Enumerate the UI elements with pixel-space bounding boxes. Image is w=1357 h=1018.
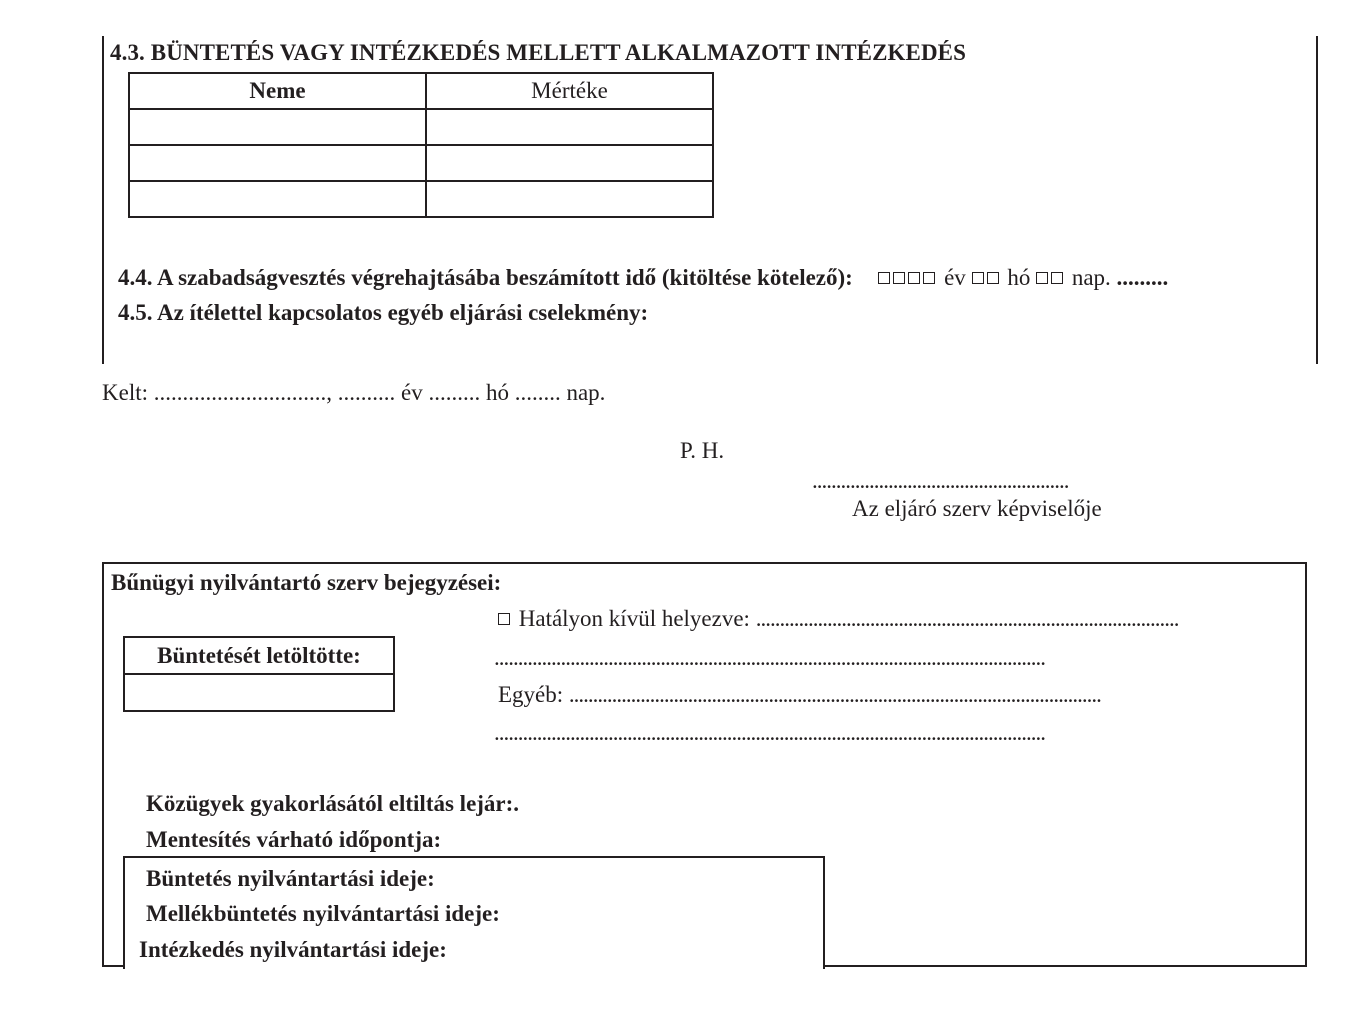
secondary-penalty-registration-label: Mellékbüntetés nyilvántartási ideje:: [146, 901, 500, 926]
year-unit: év: [944, 265, 966, 290]
stamp-placeholder: P. H.: [680, 438, 725, 463]
revoked-line: [498, 606, 1288, 632]
checkbox-icon[interactable]: [498, 613, 510, 625]
table-row: [129, 181, 713, 217]
column-header-neme: Neme: [129, 73, 426, 109]
table-cell[interactable]: [426, 109, 713, 145]
signature-caption: Az eljáró szerv képviselője: [852, 496, 1102, 521]
revoked-dots[interactable]: .........................................................................................: [755, 606, 1179, 631]
checkbox-icon: [972, 272, 984, 284]
table-cell[interactable]: [129, 181, 426, 217]
table-row: [129, 145, 713, 181]
checkbox-icon: [893, 272, 905, 284]
section-4-5-label: 4.5. Az ítélettel kapcsolatos egyéb eljárási cselekmény:: [118, 300, 649, 325]
table-cell[interactable]: [129, 145, 426, 181]
day-digit-boxes[interactable]: [1036, 265, 1066, 290]
other-label: Egyéb:: [498, 682, 564, 707]
year-digit-boxes[interactable]: [878, 265, 938, 290]
other-dots[interactable]: ................................................................................................................: [568, 682, 1101, 707]
measure-registration-label: Intézkedés nyilvántartási ideje:: [139, 937, 447, 962]
measure-table: [128, 72, 714, 218]
section-4-3-heading: 4.3. BÜNTETÉS VAGY INTÉZKEDÉS MELLETT ALKALMAZOTT INTÉZKEDÉS: [110, 40, 966, 65]
blank-dotted-line[interactable]: ....................................................................................................................: [494, 720, 1045, 745]
section-4-4-line: [118, 265, 1168, 291]
checkbox-icon: [1036, 272, 1048, 284]
revoked-label: Hatályon kívül helyezve:: [518, 606, 750, 631]
trailing-dots: .........: [1116, 265, 1169, 290]
served-value-cell[interactable]: [124, 674, 394, 711]
blank-dotted-line[interactable]: ....................................................................................................................: [494, 645, 1045, 670]
exemption-date-label: Mentesítés várható időpontja:: [146, 827, 442, 852]
registry-title: Bűnügyi nyilvántartó szerv bejegyzései:: [111, 570, 502, 595]
section-4-4-label: 4.4. A szabadságvesztés végrehajtásába beszámított idő (kitöltése kötelező):: [118, 265, 853, 290]
column-header-merteke: Mértéke: [426, 73, 713, 109]
served-table: [123, 636, 395, 712]
public-affairs-ban-label: Közügyek gyakorlásától eltiltás lejár:.: [146, 791, 520, 816]
checkbox-icon: [987, 272, 999, 284]
month-unit: hó: [1007, 265, 1031, 290]
checkbox-icon: [923, 272, 935, 284]
other-line: [498, 682, 1288, 708]
served-header: Büntetését letöltötte:: [124, 637, 394, 674]
checkbox-icon: [878, 272, 890, 284]
table-cell[interactable]: [426, 145, 713, 181]
checkbox-icon: [1051, 272, 1063, 284]
month-digit-boxes[interactable]: [972, 265, 1002, 290]
section-border-left: [102, 36, 104, 364]
table-row: [129, 109, 713, 145]
signature-line[interactable]: ......................................................: [812, 468, 1069, 493]
date-line[interactable]: Kelt: .............................., .......... év ......... hó ........ nap.: [102, 380, 606, 405]
table-cell[interactable]: [129, 109, 426, 145]
section-border-right: [1316, 36, 1318, 364]
checkbox-icon: [908, 272, 920, 284]
table-header-row: [129, 73, 713, 109]
day-unit: nap.: [1071, 265, 1111, 290]
penalty-registration-label: Büntetés nyilvántartási ideje:: [146, 866, 435, 891]
table-cell[interactable]: [426, 181, 713, 217]
